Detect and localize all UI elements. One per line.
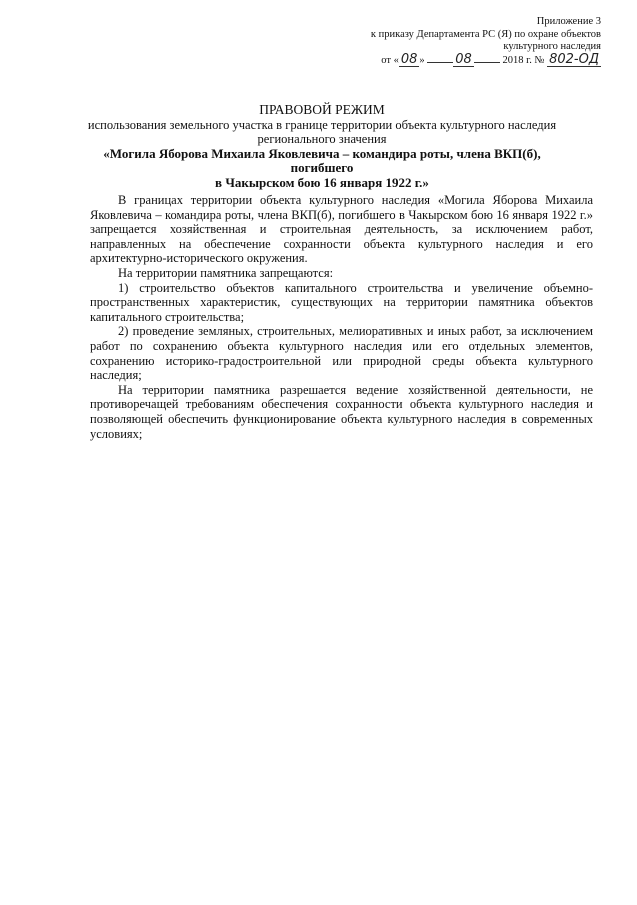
heading-subtitle-1: использования земельного участка в границе территории объекта культурного наследия <box>87 117 557 132</box>
date-prefix: от « <box>381 54 399 66</box>
handwritten-month: 08 <box>455 51 472 67</box>
document-title: ПРАВОВОЙ РЕЖИМ <box>259 102 385 117</box>
paragraph-intro: В границах территории объекта культурного наследия «Могила Яборова Михаила Яковлевича – командира роты, члена ВКП(б), погибшего в Чакырском бою 16 января 1922 г.» запрещается хозяйственная и строительная деятельность, за исключением работ, направленных на обеспечение сохранности объекта культурного наследия и его архитектурно-исторического окружения. <box>90 193 593 266</box>
object-name-line-1: «Могила Яборова Михаила Яковлевича – командира роты, члена ВКП(б), погибшего <box>103 145 541 175</box>
date-blank <box>427 62 453 63</box>
document-heading <box>82 103 562 190</box>
document-body <box>90 193 593 441</box>
appendix-number: Приложение 3 <box>536 16 601 27</box>
year-number-label: 2018 г. № <box>502 54 545 66</box>
heading-subtitle-2: регионального значения <box>257 132 387 146</box>
paragraph-item-1: 1) строительство объектов капитального строительства и увеличение объемно-пространственных характеристик, существующих на территории памятника объектов капитального строительства; <box>90 280 593 324</box>
handwritten-day: 08 <box>400 51 418 67</box>
paragraph-item-2: 2) проведение земляных, строительных, мелиоративных и иных работ, за исключением работ по сохранению объекта культурного наследия или его отдельных элементов, сохранению историко-градостроительной или природной среды объекта культурного наследия; <box>90 324 593 383</box>
object-name-line-2: в Чакырском бою 16 января 1922 г.» <box>215 174 429 190</box>
paragraph-prohibited-header: На территории памятника запрещаются: <box>118 265 334 280</box>
appendix-date-line <box>301 51 601 68</box>
appendix-header <box>301 16 601 67</box>
appendix-order-ref: к приказу Департамента РС (Я) по охране объектов <box>370 28 601 40</box>
date-blank-2 <box>474 62 500 63</box>
appendix-heritage: культурного наследия <box>503 41 601 52</box>
handwritten-order-number: 802-ОД <box>549 51 599 67</box>
paragraph-allowed: На территории памятника разрешается ведение хозяйственной деятельности, не противоречащей требованиям обеспечения сохранности объекта культурного наследия и позволяющей обеспечить функционирование объекта культурного наследия в современных условиях; <box>90 382 593 441</box>
date-mid: » <box>419 54 425 66</box>
